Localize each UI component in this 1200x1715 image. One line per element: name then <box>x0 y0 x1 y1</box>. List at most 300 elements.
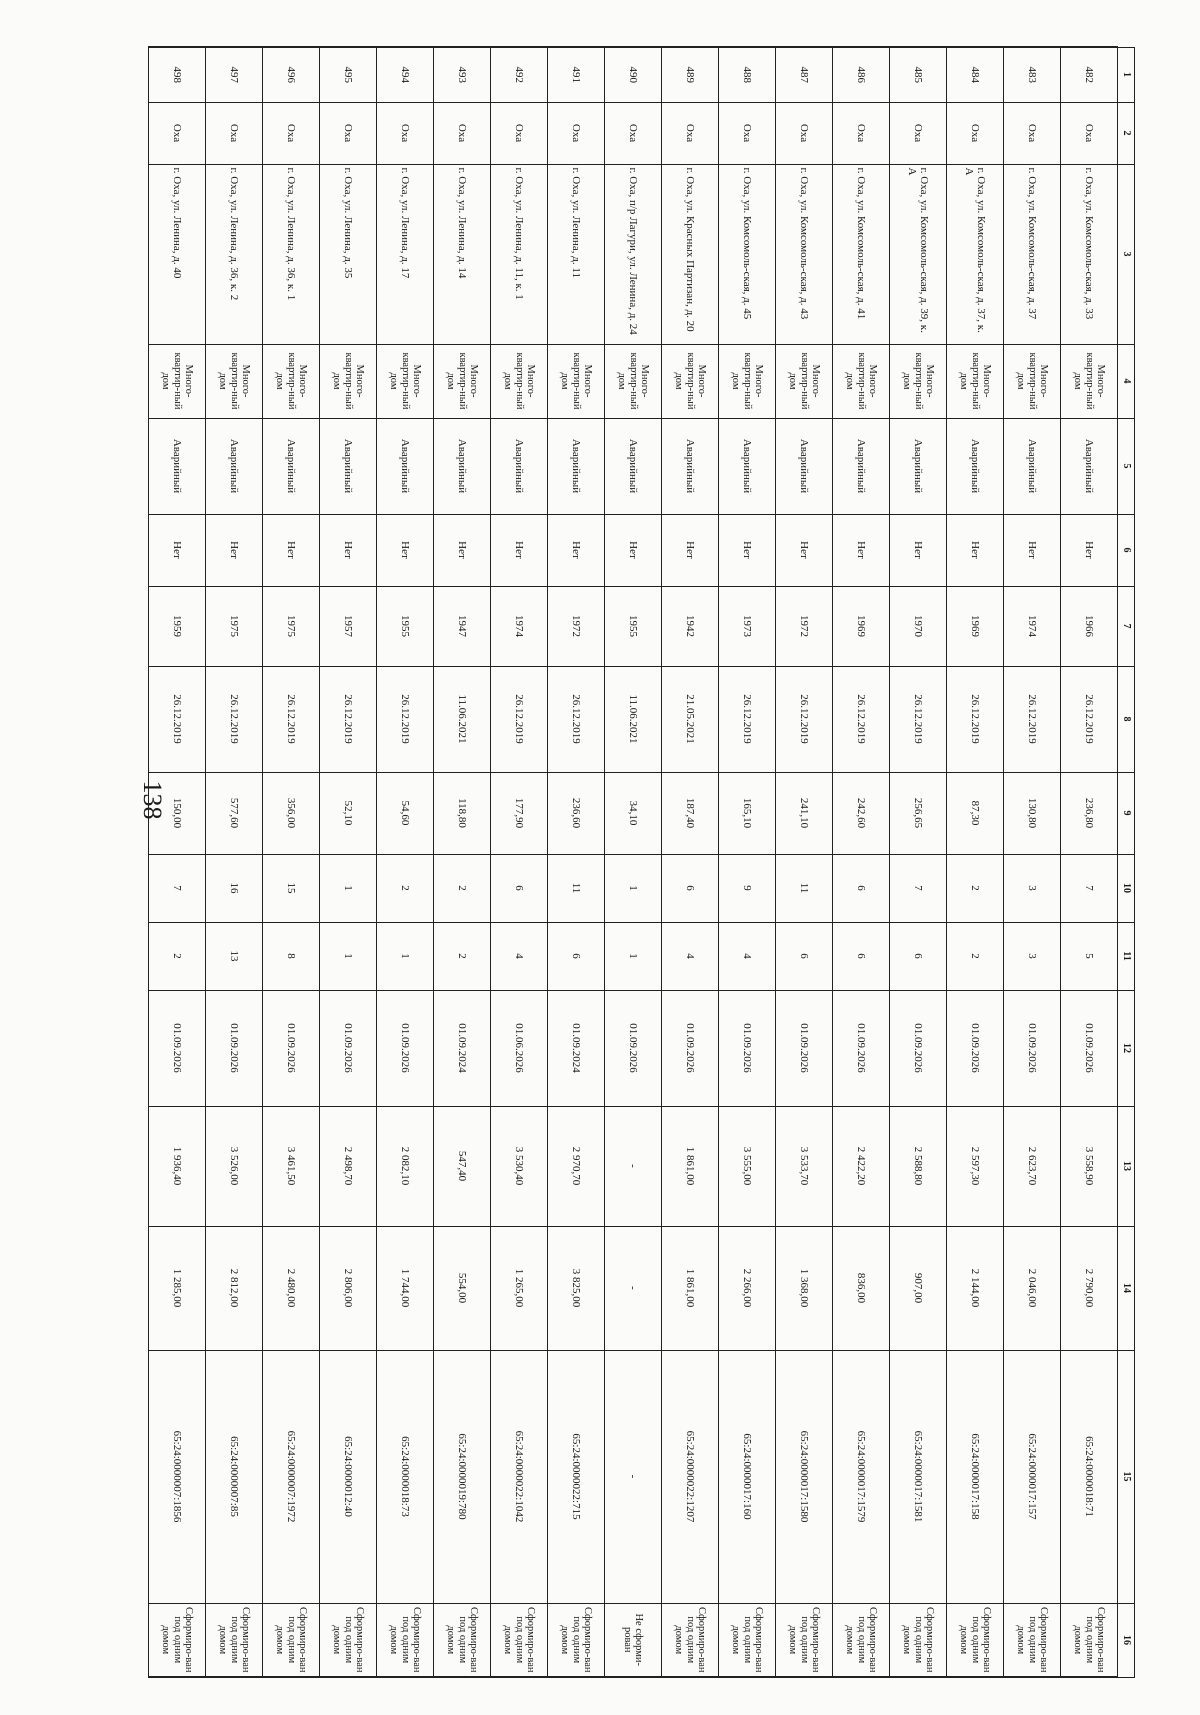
land-state-cell: Сформиро-ван под одним домом <box>1061 1603 1118 1677</box>
deadline-cell: 01.09.2026 <box>149 990 206 1106</box>
table-row <box>947 47 1004 1677</box>
row-number: 492 <box>491 47 548 102</box>
address-cell: г. Оха, ул. Ленина, д. 40 <box>149 164 206 344</box>
area-cell: 356,00 <box>263 772 320 854</box>
status-cell: Аварийный <box>1061 418 1118 514</box>
build-year-cell: 1955 <box>605 586 662 666</box>
build-year-cell: 1959 <box>149 586 206 666</box>
apartments-count-cell: 13 <box>206 922 263 990</box>
flag-cell: Нет <box>320 514 377 586</box>
recognition-date-cell: 26.12.2019 <box>149 666 206 772</box>
row-number: 491 <box>548 47 605 102</box>
recognition-date-cell: 26.12.2019 <box>320 666 377 772</box>
land-state-cell: Сформиро-ван под одним домом <box>206 1603 263 1677</box>
city-cell: Оха <box>434 102 491 164</box>
status-cell: Аварийный <box>719 418 776 514</box>
address-cell: г. Оха, ул. Комсомоль-ская, д. 43 <box>776 164 833 344</box>
table-row <box>434 47 491 1677</box>
land-state-cell: Сформиро-ван под одним домом <box>377 1603 434 1677</box>
table-row <box>206 47 263 1677</box>
flag-cell: Нет <box>833 514 890 586</box>
column-number: 1 <box>1118 47 1135 102</box>
land-area-formed-cell: 2 144,00 <box>947 1226 1004 1350</box>
table-row <box>1004 47 1061 1677</box>
city-cell: Оха <box>662 102 719 164</box>
address-cell: г. Оха, ул. Комсомоль-ская, д. 37, к. А <box>947 164 1004 344</box>
cadastral-number-cell: 65:24:0000017:157 <box>1004 1350 1061 1603</box>
row-number: 494 <box>377 47 434 102</box>
flag-cell: Нет <box>206 514 263 586</box>
residents-count-cell: 6 <box>491 854 548 922</box>
deadline-cell: 01.09.2026 <box>1004 990 1061 1106</box>
residents-count-cell: 11 <box>548 854 605 922</box>
table-row <box>491 47 548 1677</box>
column-number: 16 <box>1118 1603 1135 1677</box>
column-number: 8 <box>1118 666 1135 772</box>
area-cell: 130,80 <box>1004 772 1061 854</box>
address-cell: г. Оха, ул. Ленина, д. 36, к. 1 <box>263 164 320 344</box>
area-cell: 187,40 <box>662 772 719 854</box>
cadastral-number-cell: 65:24:0000007:1972 <box>263 1350 320 1603</box>
column-number: 9 <box>1118 772 1135 854</box>
status-cell: Аварийный <box>833 418 890 514</box>
column-number: 4 <box>1118 344 1135 418</box>
table-row <box>377 47 434 1677</box>
row-number: 489 <box>662 47 719 102</box>
flag-cell: Нет <box>548 514 605 586</box>
land-state-cell: Сформиро-ван под одним домом <box>263 1603 320 1677</box>
apartments-count-cell: 6 <box>776 922 833 990</box>
build-year-cell: 1942 <box>662 586 719 666</box>
build-year-cell: 1966 <box>1061 586 1118 666</box>
land-area-cell: 3 530,40 <box>491 1106 548 1226</box>
build-year-cell: 1974 <box>491 586 548 666</box>
land-area-cell: - <box>605 1106 662 1226</box>
recognition-date-cell: 26.12.2019 <box>890 666 947 772</box>
cadastral-number-cell: 65:24:0000019:780 <box>434 1350 491 1603</box>
residents-count-cell: 6 <box>662 854 719 922</box>
row-number: 495 <box>320 47 377 102</box>
table-row <box>149 47 206 1677</box>
house-type-cell: Много-квартир-ный дом <box>263 344 320 418</box>
build-year-cell: 1973 <box>719 586 776 666</box>
area-cell: 150,00 <box>149 772 206 854</box>
area-cell: 118,80 <box>434 772 491 854</box>
recognition-date-cell: 21.05.2021 <box>662 666 719 772</box>
address-cell: г. Оха, ул. Ленина, д. 36, к. 2 <box>206 164 263 344</box>
house-type-cell: Много-квартир-ный дом <box>149 344 206 418</box>
address-cell: г. Оха, ул. Ленина, д. 11, к. 1 <box>491 164 548 344</box>
row-number: 490 <box>605 47 662 102</box>
status-cell: Аварийный <box>890 418 947 514</box>
table-row <box>890 47 947 1677</box>
recognition-date-cell: 11.06.2021 <box>434 666 491 772</box>
city-cell: Оха <box>320 102 377 164</box>
house-type-cell: Много-квартир-ный дом <box>890 344 947 418</box>
land-state-cell: Сформиро-ван под одним домом <box>890 1603 947 1677</box>
house-type-cell: Много-квартир-ный дом <box>434 344 491 418</box>
address-cell: г. Оха, ул. Ленина, д. 14 <box>434 164 491 344</box>
flag-cell: Нет <box>1061 514 1118 586</box>
land-state-cell: Сформиро-ван под одним домом <box>833 1603 890 1677</box>
land-state-cell: Сформиро-ван под одним домом <box>434 1603 491 1677</box>
deadline-cell: 01.09.2026 <box>719 990 776 1106</box>
cadastral-number-cell: 65:24:0000017:158 <box>947 1350 1004 1603</box>
apartments-count-cell: 2 <box>149 922 206 990</box>
recognition-date-cell: 26.12.2019 <box>548 666 605 772</box>
table-row <box>776 47 833 1677</box>
flag-cell: Нет <box>605 514 662 586</box>
row-number: 486 <box>833 47 890 102</box>
city-cell: Оха <box>206 102 263 164</box>
table-row <box>320 47 377 1677</box>
status-cell: Аварийный <box>320 418 377 514</box>
residents-count-cell: 7 <box>1061 854 1118 922</box>
apartments-count-cell: 1 <box>605 922 662 990</box>
land-area-cell: 3 558,90 <box>1061 1106 1118 1226</box>
apartments-count-cell: 2 <box>434 922 491 990</box>
area-cell: 256,65 <box>890 772 947 854</box>
land-area-cell: 1 936,40 <box>149 1106 206 1226</box>
status-cell: Аварийный <box>206 418 263 514</box>
build-year-cell: 1969 <box>947 586 1004 666</box>
area-cell: 87,30 <box>947 772 1004 854</box>
address-cell: г. Оха, ул. Ленина, д. 35 <box>320 164 377 344</box>
land-area-cell: 2 422,20 <box>833 1106 890 1226</box>
house-type-cell: Много-квартир-ный дом <box>833 344 890 418</box>
column-number: 14 <box>1118 1226 1135 1350</box>
house-type-cell: Много-квартир-ный дом <box>1061 344 1118 418</box>
recognition-date-cell: 11.06.2021 <box>605 666 662 772</box>
apartments-count-cell: 4 <box>662 922 719 990</box>
area-cell: 54,60 <box>377 772 434 854</box>
house-type-cell: Много-квартир-ный дом <box>719 344 776 418</box>
land-state-cell: Сформиро-ван под одним домом <box>776 1603 833 1677</box>
cadastral-number-cell: 65:24:0000012:40 <box>320 1350 377 1603</box>
deadline-cell: 01.09.2026 <box>776 990 833 1106</box>
land-area-formed-cell: 1 368,00 <box>776 1226 833 1350</box>
deadline-cell: 01.09.2026 <box>890 990 947 1106</box>
address-cell: г. Оха, ул. Комсомоль-ская, д. 45 <box>719 164 776 344</box>
city-cell: Оха <box>890 102 947 164</box>
house-type-cell: Много-квартир-ный дом <box>605 344 662 418</box>
land-area-cell: 2 623,70 <box>1004 1106 1061 1226</box>
status-cell: Аварийный <box>776 418 833 514</box>
city-cell: Оха <box>491 102 548 164</box>
deadline-cell: 01.09.2026 <box>833 990 890 1106</box>
house-type-cell: Много-квартир-ный дом <box>548 344 605 418</box>
status-cell: Аварийный <box>491 418 548 514</box>
residents-count-cell: 16 <box>206 854 263 922</box>
land-area-cell: 2 498,70 <box>320 1106 377 1226</box>
land-state-cell: Не сформи-рован <box>605 1603 662 1677</box>
area-cell: 577,60 <box>206 772 263 854</box>
deadline-cell: 01.06.2026 <box>491 990 548 1106</box>
table-row <box>263 47 320 1677</box>
land-area-cell: 3 526,00 <box>206 1106 263 1226</box>
build-year-cell: 1970 <box>890 586 947 666</box>
address-cell: г. Оха, ул. Комсомоль-ская, д. 37 <box>1004 164 1061 344</box>
deadline-cell: 01.09.2026 <box>1061 990 1118 1106</box>
status-cell: Аварийный <box>377 418 434 514</box>
land-state-cell: Сформиро-ван под одним домом <box>491 1603 548 1677</box>
apartments-count-cell: 6 <box>890 922 947 990</box>
land-area-formed-cell: 1 744,00 <box>377 1226 434 1350</box>
table-row <box>662 47 719 1677</box>
address-cell: г. Оха, ул. Ленина, д. 17 <box>377 164 434 344</box>
deadline-cell: 01.09.2026 <box>605 990 662 1106</box>
residents-count-cell: 2 <box>377 854 434 922</box>
apartments-count-cell: 3 <box>1004 922 1061 990</box>
city-cell: Оха <box>149 102 206 164</box>
residents-count-cell: 15 <box>263 854 320 922</box>
table-row <box>719 47 776 1677</box>
area-cell: 34,10 <box>605 772 662 854</box>
deadline-cell: 01.09.2026 <box>320 990 377 1106</box>
status-cell: Аварийный <box>662 418 719 514</box>
recognition-date-cell: 26.12.2019 <box>1004 666 1061 772</box>
flag-cell: Нет <box>1004 514 1061 586</box>
flag-cell: Нет <box>719 514 776 586</box>
row-number: 482 <box>1061 47 1118 102</box>
house-type-cell: Много-квартир-ный дом <box>491 344 548 418</box>
residents-count-cell: 7 <box>149 854 206 922</box>
status-cell: Аварийный <box>605 418 662 514</box>
flag-cell: Нет <box>263 514 320 586</box>
land-area-formed-cell: 2 812,00 <box>206 1226 263 1350</box>
apartments-count-cell: 4 <box>491 922 548 990</box>
deadline-cell: 01.09.2024 <box>548 990 605 1106</box>
address-cell: г. Оха, ул. Комсомоль-ская, д. 41 <box>833 164 890 344</box>
build-year-cell: 1972 <box>548 586 605 666</box>
cadastral-number-cell: 65:24:0000007:85 <box>206 1350 263 1603</box>
land-area-cell: 2 588,80 <box>890 1106 947 1226</box>
residents-count-cell: 1 <box>320 854 377 922</box>
land-area-formed-cell: 2 790,00 <box>1061 1226 1118 1350</box>
cadastral-number-cell: 65:24:0000017:1579 <box>833 1350 890 1603</box>
address-cell: г. Оха, ул. Комсомоль-ская, д. 33 <box>1061 164 1118 344</box>
flag-cell: Нет <box>776 514 833 586</box>
row-number: 496 <box>263 47 320 102</box>
housing-table <box>148 46 1135 1678</box>
land-state-cell: Сформиро-ван под одним домом <box>548 1603 605 1677</box>
area-cell: 165,10 <box>719 772 776 854</box>
recognition-date-cell: 26.12.2019 <box>491 666 548 772</box>
build-year-cell: 1975 <box>206 586 263 666</box>
apartments-count-cell: 6 <box>833 922 890 990</box>
land-area-formed-cell: 907,00 <box>890 1226 947 1350</box>
cadastral-number-cell: 65:24:0000022:1207 <box>662 1350 719 1603</box>
address-cell: г. Оха, п/р Лагури, ул. Ленина, д. 24 <box>605 164 662 344</box>
city-cell: Оха <box>833 102 890 164</box>
cadastral-number-cell: 65:24:0000017:1581 <box>890 1350 947 1603</box>
house-type-cell: Много-квартир-ный дом <box>206 344 263 418</box>
build-year-cell: 1957 <box>320 586 377 666</box>
status-cell: Аварийный <box>263 418 320 514</box>
land-area-formed-cell: 2 266,00 <box>719 1226 776 1350</box>
cadastral-number-cell: - <box>605 1350 662 1603</box>
land-area-cell: 2 597,30 <box>947 1106 1004 1226</box>
land-area-formed-cell: 1 265,00 <box>491 1226 548 1350</box>
area-cell: 177,90 <box>491 772 548 854</box>
row-number: 484 <box>947 47 1004 102</box>
area-cell: 236,60 <box>548 772 605 854</box>
deadline-cell: 01.09.2026 <box>206 990 263 1106</box>
table-row <box>1061 47 1118 1677</box>
status-cell: Аварийный <box>149 418 206 514</box>
apartments-count-cell: 1 <box>320 922 377 990</box>
land-area-cell: 3 461,50 <box>263 1106 320 1226</box>
cadastral-number-cell: 65:24:0000017:160 <box>719 1350 776 1603</box>
city-cell: Оха <box>548 102 605 164</box>
build-year-cell: 1955 <box>377 586 434 666</box>
column-number: 13 <box>1118 1106 1135 1226</box>
apartments-count-cell: 4 <box>719 922 776 990</box>
address-cell: г. Оха, ул. Комсомоль-ская, д. 39, к. А <box>890 164 947 344</box>
address-cell: г. Оха, ул. Ленина, д. 11 <box>548 164 605 344</box>
land-state-cell: Сформиро-ван под одним домом <box>1004 1603 1061 1677</box>
recognition-date-cell: 26.12.2019 <box>263 666 320 772</box>
status-cell: Аварийный <box>548 418 605 514</box>
residents-count-cell: 7 <box>890 854 947 922</box>
row-number: 487 <box>776 47 833 102</box>
status-cell: Аварийный <box>434 418 491 514</box>
residents-count-cell: 3 <box>1004 854 1061 922</box>
table-row <box>548 47 605 1677</box>
flag-cell: Нет <box>377 514 434 586</box>
apartments-count-cell: 8 <box>263 922 320 990</box>
city-cell: Оха <box>263 102 320 164</box>
column-number: 3 <box>1118 164 1135 344</box>
residents-count-cell: 6 <box>833 854 890 922</box>
row-number: 488 <box>719 47 776 102</box>
table-row <box>605 47 662 1677</box>
city-cell: Оха <box>1004 102 1061 164</box>
land-area-formed-cell: 1 861,00 <box>662 1226 719 1350</box>
land-state-cell: Сформиро-ван под одним домом <box>149 1603 206 1677</box>
table-row <box>833 47 890 1677</box>
flag-cell: Нет <box>947 514 1004 586</box>
apartments-count-cell: 6 <box>548 922 605 990</box>
flag-cell: Нет <box>662 514 719 586</box>
house-type-cell: Много-квартир-ный дом <box>377 344 434 418</box>
recognition-date-cell: 26.12.2019 <box>776 666 833 772</box>
cadastral-number-cell: 65:24:0000007:1856 <box>149 1350 206 1603</box>
flag-cell: Нет <box>434 514 491 586</box>
column-number: 11 <box>1118 922 1135 990</box>
land-area-formed-cell: 2 480,00 <box>263 1226 320 1350</box>
land-area-formed-cell: 2 046,00 <box>1004 1226 1061 1350</box>
cadastral-number-cell: 65:24:0000022:1042 <box>491 1350 548 1603</box>
row-number: 483 <box>1004 47 1061 102</box>
cadastral-number-cell: 65:24:0000017:1580 <box>776 1350 833 1603</box>
build-year-cell: 1974 <box>1004 586 1061 666</box>
land-area-formed-cell: 836,00 <box>833 1226 890 1350</box>
land-area-cell: 2 082,10 <box>377 1106 434 1226</box>
apartments-count-cell: 5 <box>1061 922 1118 990</box>
land-area-formed-cell: 554,00 <box>434 1226 491 1350</box>
status-cell: Аварийный <box>1004 418 1061 514</box>
land-state-cell: Сформиро-ван под одним домом <box>947 1603 1004 1677</box>
city-cell: Оха <box>947 102 1004 164</box>
page-number: 138 <box>138 780 167 820</box>
deadline-cell: 01.09.2026 <box>263 990 320 1106</box>
deadline-cell: 01.09.2026 <box>947 990 1004 1106</box>
residents-count-cell: 9 <box>719 854 776 922</box>
build-year-cell: 1969 <box>833 586 890 666</box>
apartments-count-cell: 2 <box>947 922 1004 990</box>
cadastral-number-cell: 65:24:0000018:73 <box>377 1350 434 1603</box>
row-number: 498 <box>149 47 206 102</box>
recognition-date-cell: 26.12.2019 <box>377 666 434 772</box>
area-cell: 236,80 <box>1061 772 1118 854</box>
land-area-formed-cell: 3 825,00 <box>548 1226 605 1350</box>
land-area-formed-cell: - <box>605 1226 662 1350</box>
residents-count-cell: 2 <box>947 854 1004 922</box>
recognition-date-cell: 26.12.2019 <box>947 666 1004 772</box>
row-number: 497 <box>206 47 263 102</box>
residents-count-cell: 1 <box>605 854 662 922</box>
recognition-date-cell: 26.12.2019 <box>1061 666 1118 772</box>
land-area-cell: 1 861,00 <box>662 1106 719 1226</box>
deadline-cell: 01.09.2024 <box>434 990 491 1106</box>
column-number: 2 <box>1118 102 1135 164</box>
city-cell: Оха <box>776 102 833 164</box>
address-cell: г. Оха, ул. Красных Партизан, д. 20 <box>662 164 719 344</box>
residents-count-cell: 2 <box>434 854 491 922</box>
cadastral-number-cell: 65:24:0000022:715 <box>548 1350 605 1603</box>
recognition-date-cell: 26.12.2019 <box>719 666 776 772</box>
row-number: 485 <box>890 47 947 102</box>
table-container <box>160 46 1135 1676</box>
build-year-cell: 1972 <box>776 586 833 666</box>
status-cell: Аварийный <box>947 418 1004 514</box>
column-number: 10 <box>1118 854 1135 922</box>
land-area-cell: 2 970,70 <box>548 1106 605 1226</box>
city-cell: Оха <box>377 102 434 164</box>
house-type-cell: Много-квартир-ный дом <box>947 344 1004 418</box>
area-cell: 242,60 <box>833 772 890 854</box>
area-cell: 241,10 <box>776 772 833 854</box>
land-area-cell: 3 555,00 <box>719 1106 776 1226</box>
apartments-count-cell: 1 <box>377 922 434 990</box>
house-type-cell: Много-квартир-ный дом <box>320 344 377 418</box>
flag-cell: Нет <box>491 514 548 586</box>
residents-count-cell: 11 <box>776 854 833 922</box>
column-number: 6 <box>1118 514 1135 586</box>
land-state-cell: Сформиро-ван под одним домом <box>719 1603 776 1677</box>
recognition-date-cell: 26.12.2019 <box>206 666 263 772</box>
build-year-cell: 1975 <box>263 586 320 666</box>
city-cell: Оха <box>719 102 776 164</box>
build-year-cell: 1947 <box>434 586 491 666</box>
land-state-cell: Сформиро-ван под одним домом <box>320 1603 377 1677</box>
city-cell: Оха <box>605 102 662 164</box>
column-number: 15 <box>1118 1350 1135 1603</box>
cadastral-number-cell: 65:24:0000018:71 <box>1061 1350 1118 1603</box>
land-area-cell: 547,40 <box>434 1106 491 1226</box>
land-state-cell: Сформиро-ван под одним домом <box>662 1603 719 1677</box>
land-area-formed-cell: 1 285,00 <box>149 1226 206 1350</box>
column-number-row <box>1118 47 1135 1677</box>
recognition-date-cell: 26.12.2019 <box>833 666 890 772</box>
column-number: 7 <box>1118 586 1135 666</box>
land-area-cell: 3 533,70 <box>776 1106 833 1226</box>
house-type-cell: Много-квартир-ный дом <box>662 344 719 418</box>
flag-cell: Нет <box>890 514 947 586</box>
area-cell: 52,10 <box>320 772 377 854</box>
city-cell: Оха <box>1061 102 1118 164</box>
